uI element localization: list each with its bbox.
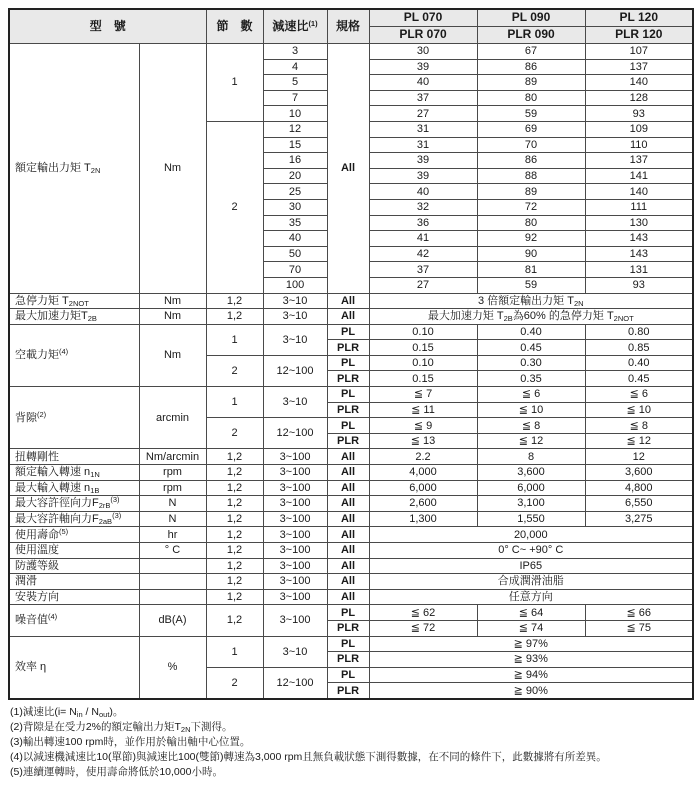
stage-cell: 1,2 <box>206 309 263 325</box>
span-cell: 3 倍額定輸出力矩 $T_{2N}$ <box>369 293 693 309</box>
value-cell: 130 <box>585 215 693 231</box>
ratio-cell: 3~100 <box>263 449 327 465</box>
stage-cell: 1,2 <box>206 543 263 559</box>
spec-cell: PL <box>327 667 369 683</box>
value-cell: 3,100 <box>477 496 585 512</box>
ratio-header: 減速比$^{(1)}$ <box>263 9 327 44</box>
ratio-cell: 3~100 <box>263 558 327 574</box>
ratio-cell: 3~100 <box>263 496 327 512</box>
value-cell: 6,000 <box>477 480 585 496</box>
footnote: (3)輸出轉速100 rpm時，並作用於輸出軸中心位置。 <box>10 735 251 748</box>
spec-cell: PLR <box>327 371 369 387</box>
ratio-cell: 3~100 <box>263 527 327 543</box>
value-cell: ≦ 8 <box>585 418 693 434</box>
unit-cell: N <box>139 496 206 512</box>
value-cell: 69 <box>477 121 585 137</box>
value-cell: 0.10 <box>369 324 477 340</box>
span-cell: 最大加速力矩 $T_{2B}$為60% 的急停力矩 $T_{2NOT}$ <box>369 309 693 325</box>
label-cell: 空載力矩$^{(4)}$ <box>9 324 139 386</box>
table-row <box>9 480 693 496</box>
value-cell: 140 <box>585 184 693 200</box>
ratio-cell: 15 <box>263 137 327 153</box>
footnotes <box>10 705 700 780</box>
value-cell: 6,550 <box>585 496 693 512</box>
table-row <box>9 511 693 527</box>
spec-table-head <box>9 9 693 44</box>
stage-cell: 1,2 <box>206 293 263 309</box>
value-cell: 128 <box>585 90 693 106</box>
value-cell: 2,600 <box>369 496 477 512</box>
table-row <box>9 636 693 652</box>
unit-cell: ° C <box>139 543 206 559</box>
stage-cell: 2 <box>206 355 263 386</box>
spec-cell: All <box>327 449 369 465</box>
ratio-cell: 3~100 <box>263 605 327 636</box>
value-cell: 42 <box>369 246 477 262</box>
table-row <box>9 44 693 60</box>
value-cell: 89 <box>477 184 585 200</box>
value-cell: 30 <box>369 44 477 60</box>
table-row <box>9 589 693 605</box>
value-cell: 67 <box>477 44 585 60</box>
value-cell: 90 <box>477 246 585 262</box>
value-cell: 37 <box>369 90 477 106</box>
spec-cell: All <box>327 527 369 543</box>
table-row <box>9 293 693 309</box>
unit-cell <box>139 558 206 574</box>
ratio-cell: 100 <box>263 277 327 293</box>
spec-cell: All <box>327 558 369 574</box>
value-cell: ≦ 7 <box>369 387 477 403</box>
value-cell: 137 <box>585 59 693 75</box>
spec-cell: All <box>327 543 369 559</box>
label-cell: 效率 η <box>9 636 139 699</box>
span-cell: ≧ 90% <box>369 683 693 699</box>
stage-cell: 1,2 <box>206 465 263 481</box>
stage-cell: 1,2 <box>206 605 263 636</box>
spec-header: 規格 <box>327 9 369 44</box>
value-cell: 0.45 <box>585 371 693 387</box>
value-cell: ≦ 8 <box>477 418 585 434</box>
value-cell: 3,275 <box>585 511 693 527</box>
value-cell: 3,600 <box>585 465 693 481</box>
header-row-top <box>9 9 693 27</box>
value-cell: 32 <box>369 199 477 215</box>
value-cell: 4,000 <box>369 465 477 481</box>
value-cell: ≦ 6 <box>585 387 693 403</box>
value-cell: 3,600 <box>477 465 585 481</box>
ratio-cell: 5 <box>263 75 327 91</box>
value-cell: ≦ 72 <box>369 620 477 636</box>
value-cell: ≦ 10 <box>585 402 693 418</box>
label-cell: 額定輸出力矩 $T_{2N}$ <box>9 44 139 294</box>
unit-cell: Nm <box>139 309 206 325</box>
spec-table <box>8 8 694 700</box>
table-row <box>9 527 693 543</box>
stage-cell: 1 <box>206 324 263 355</box>
value-cell: 0.30 <box>477 355 585 371</box>
footnote: (2)背隙是在受力2%的額定輸出力矩$T_{2N}$下測得。 <box>10 720 233 734</box>
ratio-cell: 30 <box>263 199 327 215</box>
value-cell: 0.35 <box>477 371 585 387</box>
value-cell: 86 <box>477 59 585 75</box>
value-cell: 107 <box>585 44 693 60</box>
unit-cell: Nm <box>139 324 206 386</box>
spec-cell: PLR <box>327 620 369 636</box>
value-cell: 70 <box>477 137 585 153</box>
spec-table-body <box>9 44 693 699</box>
ratio-cell: 20 <box>263 168 327 184</box>
stage-cell: 2 <box>206 418 263 449</box>
spec-cell: All <box>327 574 369 590</box>
col-header-plr-090: PLR 090 <box>477 27 585 44</box>
value-cell: 39 <box>369 59 477 75</box>
value-cell: 143 <box>585 231 693 247</box>
value-cell: ≦ 9 <box>369 418 477 434</box>
value-cell: 39 <box>369 168 477 184</box>
value-cell: 81 <box>477 262 585 278</box>
col-header-pl-070: PL 070 <box>369 9 477 27</box>
value-cell: 93 <box>585 277 693 293</box>
stage-cell: 1 <box>206 387 263 418</box>
ratio-cell: 25 <box>263 184 327 200</box>
stage-cell: 2 <box>206 667 263 699</box>
spec-cell: PLR <box>327 683 369 699</box>
col-header-pl-090: PL 090 <box>477 9 585 27</box>
value-cell: 0.15 <box>369 371 477 387</box>
spec-cell: All <box>327 496 369 512</box>
table-row <box>9 558 693 574</box>
table-row <box>9 496 693 512</box>
value-cell: 0.80 <box>585 324 693 340</box>
label-cell: 安裝方向 <box>9 589 139 605</box>
value-cell: 12 <box>585 449 693 465</box>
value-cell: 37 <box>369 262 477 278</box>
unit-cell: Nm/arcmin <box>139 449 206 465</box>
stage-cell: 1,2 <box>206 527 263 543</box>
table-row <box>9 465 693 481</box>
label-cell: 潤滑 <box>9 574 139 590</box>
spec-cell: PL <box>327 387 369 403</box>
ratio-cell: 3~100 <box>263 480 327 496</box>
table-row <box>9 387 693 403</box>
table-row <box>9 449 693 465</box>
stage-cell: 1,2 <box>206 449 263 465</box>
value-cell: 137 <box>585 153 693 169</box>
span-cell: IP65 <box>369 558 693 574</box>
spec-cell: All <box>327 480 369 496</box>
span-cell: 0° C~ +90° C <box>369 543 693 559</box>
ratio-cell: 70 <box>263 262 327 278</box>
label-cell: 最大加速力矩$T_{2B}$ <box>9 309 139 325</box>
value-cell: 143 <box>585 246 693 262</box>
value-cell: 109 <box>585 121 693 137</box>
value-cell: 31 <box>369 121 477 137</box>
label-cell: 使用溫度 <box>9 543 139 559</box>
ratio-cell: 3~10 <box>263 293 327 309</box>
value-cell: 0.10 <box>369 355 477 371</box>
value-cell: 89 <box>477 75 585 91</box>
ratio-cell: 3~10 <box>263 636 327 667</box>
value-cell: 36 <box>369 215 477 231</box>
label-cell: 扭轉剛性 <box>9 449 139 465</box>
value-cell: 40 <box>369 184 477 200</box>
stage-cell: 2 <box>206 121 263 293</box>
table-row <box>9 605 693 621</box>
value-cell: ≦ 62 <box>369 605 477 621</box>
value-cell: 6,000 <box>369 480 477 496</box>
stage-cell: 1 <box>206 44 263 122</box>
unit-cell <box>139 574 206 590</box>
ratio-cell: 3~100 <box>263 589 327 605</box>
value-cell: 4,800 <box>585 480 693 496</box>
value-cell: 0.40 <box>477 324 585 340</box>
value-cell: ≦ 66 <box>585 605 693 621</box>
value-cell: 2.2 <box>369 449 477 465</box>
value-cell: 110 <box>585 137 693 153</box>
col-header-plr-120: PLR 120 <box>585 27 693 44</box>
label-cell: 急停力矩 $T_{2NOT}$ <box>9 293 139 309</box>
ratio-cell: 35 <box>263 215 327 231</box>
value-cell: 88 <box>477 168 585 184</box>
unit-cell: Nm <box>139 44 206 294</box>
unit-cell: rpm <box>139 465 206 481</box>
value-cell: 27 <box>369 106 477 122</box>
col-header-pl-120: PL 120 <box>585 9 693 27</box>
ratio-cell: 3~100 <box>263 543 327 559</box>
value-cell: ≦ 11 <box>369 402 477 418</box>
ratio-cell: 3~10 <box>263 324 327 355</box>
value-cell: 8 <box>477 449 585 465</box>
ratio-cell: 12~100 <box>263 418 327 449</box>
span-cell: 20,000 <box>369 527 693 543</box>
ratio-cell: 50 <box>263 246 327 262</box>
table-row <box>9 309 693 325</box>
value-cell: 131 <box>585 262 693 278</box>
footnote: (4)以減速機減速比10(單節)與減速比100(雙節)轉速為3,000 rpm且無負載狀態下測得數據，在不同的條件下，此數據將有所差異。 <box>10 750 607 763</box>
spec-cell: All <box>327 44 369 294</box>
model-header: 型 號 <box>9 9 206 44</box>
spec-cell: PLR <box>327 433 369 449</box>
span-cell: 合成潤滑油脂 <box>369 574 693 590</box>
value-cell: 0.85 <box>585 340 693 356</box>
col-header-plr-070: PLR 070 <box>369 27 477 44</box>
label-cell: 防護等級 <box>9 558 139 574</box>
value-cell: ≦ 74 <box>477 620 585 636</box>
value-cell: 1,300 <box>369 511 477 527</box>
ratio-cell: 12~100 <box>263 667 327 699</box>
unit-cell: arcmin <box>139 387 206 449</box>
stages-header: 節 數 <box>206 9 263 44</box>
stage-cell: 1,2 <box>206 574 263 590</box>
value-cell: ≦ 6 <box>477 387 585 403</box>
label-cell: 最大輸入轉速 $n_{1B}$ <box>9 480 139 496</box>
ratio-cell: 7 <box>263 90 327 106</box>
table-row <box>9 324 693 340</box>
unit-cell: dB(A) <box>139 605 206 636</box>
spec-cell: PLR <box>327 402 369 418</box>
unit-cell <box>139 589 206 605</box>
unit-cell: rpm <box>139 480 206 496</box>
value-cell: 40 <box>369 75 477 91</box>
stage-cell: 1,2 <box>206 511 263 527</box>
ratio-cell: 40 <box>263 231 327 247</box>
value-cell: 80 <box>477 215 585 231</box>
unit-cell: % <box>139 636 206 699</box>
ratio-cell: 3~10 <box>263 387 327 418</box>
spec-cell: PL <box>327 605 369 621</box>
value-cell: 59 <box>477 106 585 122</box>
spec-cell: PLR <box>327 340 369 356</box>
ratio-cell: 12~100 <box>263 355 327 386</box>
table-row <box>9 574 693 590</box>
spec-cell: All <box>327 589 369 605</box>
value-cell: 111 <box>585 199 693 215</box>
ratio-cell: 3 <box>263 44 327 60</box>
label-cell: 使用壽命$^{(5)}$ <box>9 527 139 543</box>
table-row <box>9 543 693 559</box>
value-cell: 39 <box>369 153 477 169</box>
value-cell: ≦ 10 <box>477 402 585 418</box>
spec-cell: PLR <box>327 652 369 668</box>
value-cell: 0.45 <box>477 340 585 356</box>
stage-cell: 1 <box>206 636 263 667</box>
stage-cell: 1,2 <box>206 589 263 605</box>
value-cell: 59 <box>477 277 585 293</box>
unit-cell: N <box>139 511 206 527</box>
span-cell: ≧ 94% <box>369 667 693 683</box>
span-cell: ≧ 93% <box>369 652 693 668</box>
label-cell: 最大容許軸向力$F_{2aB}^{(3)}$ <box>9 511 139 527</box>
stage-cell: 1,2 <box>206 496 263 512</box>
ratio-cell: 3~100 <box>263 574 327 590</box>
label-cell: 額定輸入轉速 $n_{1N}$ <box>9 465 139 481</box>
ratio-cell: 16 <box>263 153 327 169</box>
ratio-cell: 3~10 <box>263 309 327 325</box>
unit-cell: Nm <box>139 293 206 309</box>
value-cell: ≦ 12 <box>585 433 693 449</box>
value-cell: ≦ 13 <box>369 433 477 449</box>
value-cell: ≦ 75 <box>585 620 693 636</box>
spec-cell: All <box>327 465 369 481</box>
value-cell: 41 <box>369 231 477 247</box>
label-cell: 噪音值$^{(4)}$ <box>9 605 139 636</box>
spec-cell: All <box>327 511 369 527</box>
value-cell: 0.40 <box>585 355 693 371</box>
value-cell: 31 <box>369 137 477 153</box>
spec-cell: PL <box>327 324 369 340</box>
stage-cell: 1,2 <box>206 480 263 496</box>
value-cell: 27 <box>369 277 477 293</box>
span-cell: ≧ 97% <box>369 636 693 652</box>
footnote: (1)減速比$(i= N_{in} / N_{out})$。 <box>10 705 124 719</box>
span-cell: 任意方向 <box>369 589 693 605</box>
value-cell: 141 <box>585 168 693 184</box>
ratio-cell: 10 <box>263 106 327 122</box>
spec-cell: All <box>327 309 369 325</box>
ratio-cell: 12 <box>263 121 327 137</box>
ratio-cell: 3~100 <box>263 465 327 481</box>
spec-cell: PL <box>327 355 369 371</box>
label-cell: 背隙$^{(2)}$ <box>9 387 139 449</box>
value-cell: 80 <box>477 90 585 106</box>
ratio-cell: 3~100 <box>263 511 327 527</box>
stage-cell: 1,2 <box>206 558 263 574</box>
unit-cell: hr <box>139 527 206 543</box>
label-cell: 最大容許徑向力$F_{2rB}^{(3)}$ <box>9 496 139 512</box>
value-cell: 93 <box>585 106 693 122</box>
value-cell: 86 <box>477 153 585 169</box>
spec-cell: PL <box>327 636 369 652</box>
value-cell: ≦ 12 <box>477 433 585 449</box>
value-cell: 0.15 <box>369 340 477 356</box>
value-cell: ≦ 64 <box>477 605 585 621</box>
value-cell: 92 <box>477 231 585 247</box>
value-cell: 1,550 <box>477 511 585 527</box>
footnote: (5)連續運轉時，使用壽命將低於10,000小時。 <box>10 765 223 778</box>
spec-cell: All <box>327 293 369 309</box>
value-cell: 140 <box>585 75 693 91</box>
value-cell: 72 <box>477 199 585 215</box>
spec-cell: PL <box>327 418 369 434</box>
ratio-cell: 4 <box>263 59 327 75</box>
